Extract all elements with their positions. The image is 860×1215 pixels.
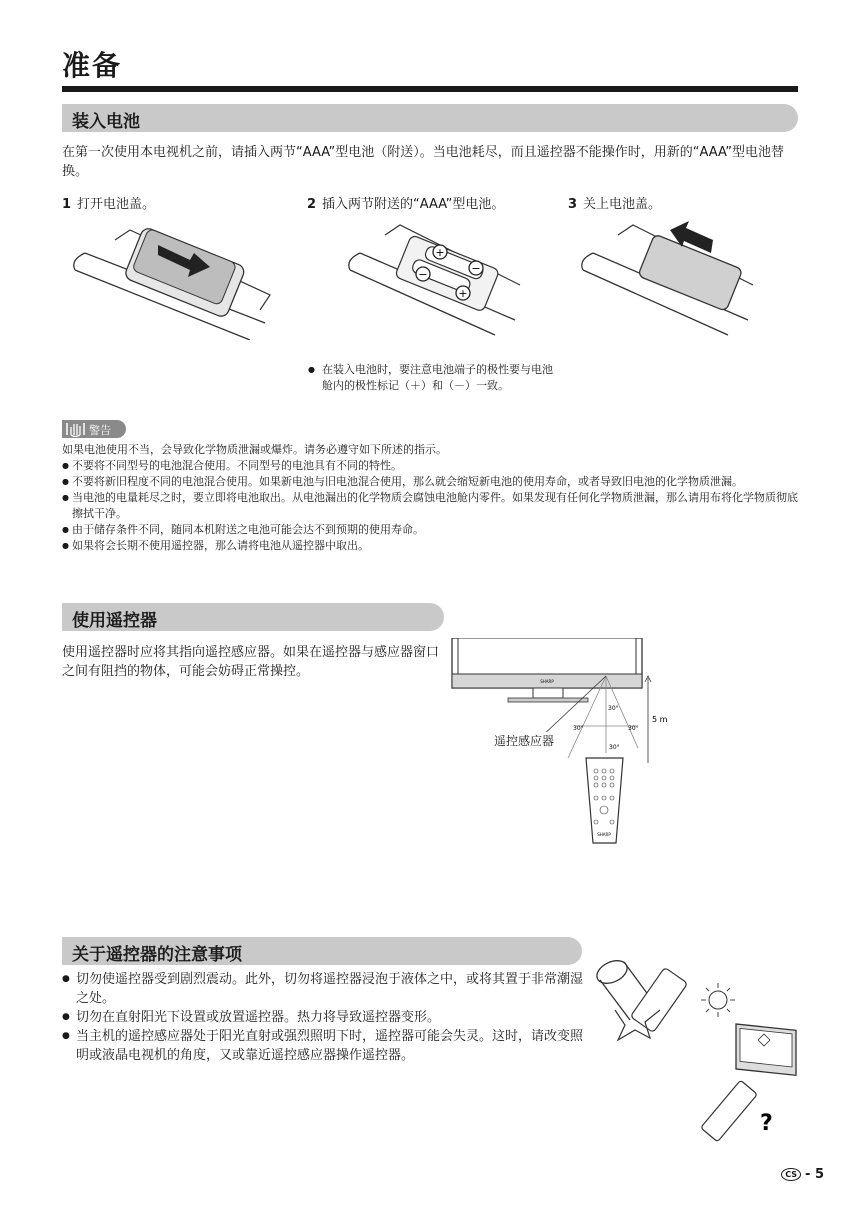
caution-label: 警告 <box>89 424 111 437</box>
title-rule <box>62 86 798 92</box>
remote-brand-text: SHARP <box>597 832 611 837</box>
sensor-label: 遥控感应器 <box>494 732 554 751</box>
svg-text:+: + <box>435 246 445 259</box>
section-bar-using <box>62 603 444 631</box>
using-text: 使用遥控器时应将其指向遥控感应器。如果在遥控器与感应器窗口之间有阻挡的物体，可能会妨碍正常操控。 <box>62 645 440 679</box>
angle-bottom: 30° <box>609 744 620 751</box>
battery-intro: 在第一次使用本电视机之前，请插入两节“AAA”型电池（附送）。当电池耗尽，而且遥控器不能操作时，用新的“AAA”型电池替换。 <box>62 145 785 179</box>
language-badge: CS <box>781 1168 801 1181</box>
page-number <box>781 1167 824 1182</box>
section-heading-using: 使用遥控器 <box>72 611 157 631</box>
step-3: 3 关上电池盖。 <box>568 197 662 212</box>
polarity-note: ● 在装入电池时，要注意电池端子的极性要与电池舱内的极性标记（＋）和（－）一致。 <box>308 363 553 392</box>
caution-badge <box>62 420 126 438</box>
page-title: 准备 <box>62 49 123 82</box>
caution-text <box>62 442 802 554</box>
list-item: ● 切勿在直射阳光下设置或放置遥控器。热力将导致遥控器变形。 <box>62 1008 586 1027</box>
list-item: ● 切勿使遥控器受到剧烈震动。此外，切勿将遥控器浸泡于液体之中，或将其置于非常潮湿之处。 <box>62 970 586 1008</box>
hand-stop-icon <box>65 421 87 437</box>
list-item: ● 由于储存条件不同，随同本机附送之电池可能会达不到预期的使用寿命。 <box>62 522 802 538</box>
svg-text:−: − <box>418 268 428 281</box>
list-item: ● 当主机的遥控感应器处于阳光直射或强烈照明下时，遥控器可能会失灵。这时，请改变照明或液晶电视机的角度，又或靠近遥控感应器操作遥控器。 <box>62 1027 586 1065</box>
section-bar-precautions <box>62 937 582 965</box>
svg-text:−: − <box>471 262 481 275</box>
question-icon: ? <box>760 1111 773 1136</box>
distance-label: 5 m <box>652 715 668 724</box>
tv-brand-text: SHARP <box>540 679 554 684</box>
step-1: 1 打开电池盖。 <box>62 197 156 212</box>
liquid-warning-illustration <box>590 950 700 1045</box>
caution-list <box>62 458 802 554</box>
sunlight-warning-illustration <box>698 980 808 1150</box>
list-item: ● 如果将会长期不使用遥控器，那么请将电池从遥控器中取出。 <box>62 538 802 554</box>
list-item: ● 当电池的电量耗尽之时，要立即将电池取出。从电池漏出的化学物质会腐蚀电池舱内零件。如果发现有任何化学物质泄漏，那么请用布将化学物质彻底擦拭干净。 <box>62 490 802 522</box>
remote-range-diagram <box>448 638 670 848</box>
caution-lead: 如果电池使用不当，会导致化学物质泄漏或爆炸。请务必遵守如下所述的指示。 <box>62 443 447 456</box>
page-number-value: 5 <box>814 1167 824 1182</box>
svg-text:+: + <box>458 287 468 300</box>
step-2: 2 插入两节附送的“AAA”型电池。 <box>307 197 505 212</box>
section-bar-battery <box>62 104 798 132</box>
insert-battery-illustration <box>345 215 525 340</box>
section-heading-precautions: 关于遥控器的注意事项 <box>72 945 242 965</box>
angle-right: 30° <box>628 725 639 732</box>
list-item: ● 不要将新旧程度不同的电池混合使用。如果新电池与旧电池混合使用，那么就会缩短新电池的使用寿命，或者导致旧电池的化学物质泄漏。 <box>62 474 802 490</box>
list-item: ● 不要将不同型号的电池混合使用。不同型号的电池具有不同的特性。 <box>62 458 802 474</box>
section-heading-battery: 装入电池 <box>72 112 140 132</box>
precautions-list <box>62 970 586 1065</box>
open-cover-illustration <box>70 215 280 340</box>
angle-top: 30° <box>608 705 619 712</box>
angle-left: 30° <box>573 725 584 732</box>
page-separator: - <box>805 1167 811 1182</box>
close-cover-illustration <box>578 215 758 340</box>
